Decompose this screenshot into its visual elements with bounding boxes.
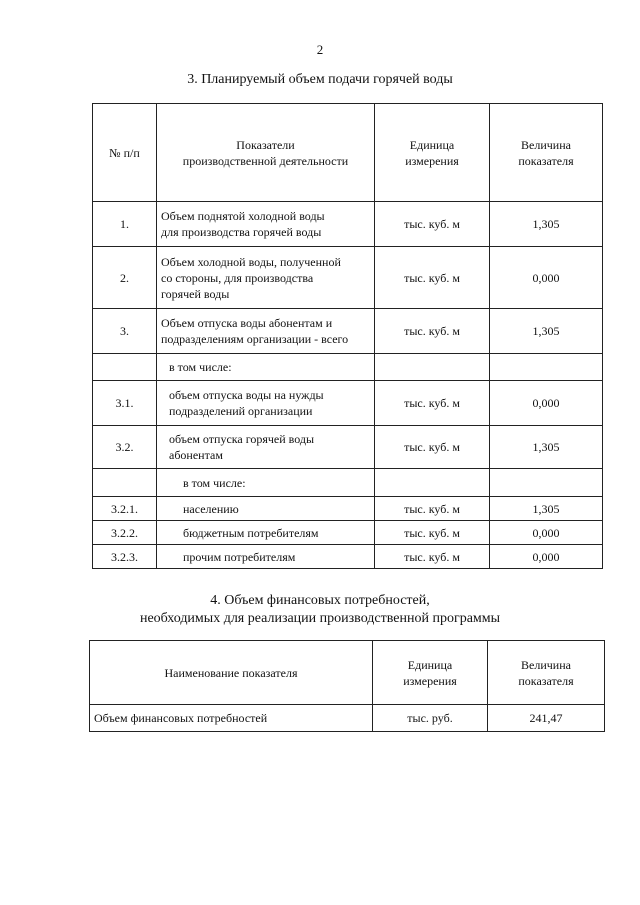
table-row <box>93 247 603 309</box>
row-num: 3.2.1. <box>93 497 157 521</box>
row-unit: тыс. руб. <box>373 705 488 732</box>
row-name-line: подразделениям организации - всего <box>161 332 349 346</box>
table-row <box>93 545 603 569</box>
row-name-line: Объем отпуска воды абонентам и <box>161 316 333 330</box>
row-num: 2. <box>93 247 157 309</box>
row-name-line: подразделений организации <box>169 404 313 418</box>
row-name: прочим потребителям <box>157 545 375 569</box>
section-3-title: 3. Планируемый объем подачи горячей воды <box>187 72 453 87</box>
table-header-row <box>93 104 603 202</box>
header-indicator-line2: производственной деятельности <box>182 153 349 168</box>
row-value <box>490 354 603 381</box>
header-name: Наименование показателя <box>90 641 373 705</box>
row-unit: тыс. куб. м <box>375 497 490 521</box>
header-value-line2: показателя <box>518 673 574 688</box>
row-unit <box>375 469 490 497</box>
table-row <box>93 521 603 545</box>
financial-needs-table <box>89 640 605 732</box>
row-name: в том числе: <box>157 354 375 381</box>
row-value: 1,305 <box>490 202 603 247</box>
row-unit: тыс. куб. м <box>375 202 490 247</box>
section-4-title-line1: 4. Объем финансовых потребностей, <box>210 593 430 608</box>
row-name <box>157 202 375 247</box>
header-value-line1: Величина <box>521 657 571 672</box>
header-unit-line2: измерения <box>405 153 459 168</box>
header-indicator <box>157 104 375 202</box>
row-value: 1,305 <box>490 309 603 354</box>
row-name <box>157 247 375 309</box>
table-row <box>93 469 603 497</box>
header-value <box>488 641 605 705</box>
row-value: 241,47 <box>488 705 605 732</box>
header-value <box>490 104 603 202</box>
row-name <box>157 309 375 354</box>
table-row <box>93 381 603 426</box>
row-unit: тыс. куб. м <box>375 545 490 569</box>
row-value: 0,000 <box>490 545 603 569</box>
table-header-row <box>90 641 605 705</box>
header-unit-line1: Единица <box>407 657 453 672</box>
row-name-line: Объем холодной воды, полученной <box>161 254 341 269</box>
row-unit: тыс. куб. м <box>375 381 490 426</box>
page-number: 2 <box>316 42 324 57</box>
row-name <box>157 426 375 469</box>
table-row <box>93 202 603 247</box>
section-4-title-line2: необходимых для реализации производственной программы <box>139 611 501 626</box>
header-unit <box>373 641 488 705</box>
row-num: 3.1. <box>93 381 157 426</box>
row-num <box>93 354 157 381</box>
row-name-line: горячей воды <box>161 286 230 301</box>
water-supply-table <box>92 103 603 569</box>
row-name-line: со стороны, для производства <box>161 270 314 285</box>
table-row <box>93 426 603 469</box>
header-num: № п/п <box>93 104 157 202</box>
row-value: 0,000 <box>490 247 603 309</box>
row-unit <box>375 354 490 381</box>
row-unit: тыс. куб. м <box>375 247 490 309</box>
row-unit: тыс. куб. м <box>375 309 490 354</box>
header-unit-line2: измерения <box>403 673 457 688</box>
row-value <box>490 469 603 497</box>
row-num: 3.2.3. <box>93 545 157 569</box>
header-value-line1: Величина <box>521 137 571 152</box>
table-row <box>90 705 605 732</box>
row-name-line: Объем поднятой холодной воды <box>161 209 325 223</box>
row-name-line: абонентам <box>169 448 223 462</box>
row-name <box>157 381 375 426</box>
row-name: в том числе: <box>157 469 375 497</box>
row-unit: тыс. куб. м <box>375 521 490 545</box>
row-name: Объем финансовых потребностей <box>90 705 373 732</box>
row-value: 0,000 <box>490 521 603 545</box>
row-num <box>93 469 157 497</box>
row-name-line: объем отпуска воды на нужды <box>169 388 324 402</box>
row-unit: тыс. куб. м <box>375 426 490 469</box>
row-name: бюджетным потребителям <box>157 521 375 545</box>
table-row <box>93 354 603 381</box>
row-name-line: для производства горячей воды <box>161 225 322 239</box>
row-num: 3.2. <box>93 426 157 469</box>
row-value: 1,305 <box>490 497 603 521</box>
row-num: 3.2.2. <box>93 521 157 545</box>
header-value-line2: показателя <box>518 153 574 168</box>
row-value: 1,305 <box>490 426 603 469</box>
header-indicator-line1: Показатели <box>236 137 295 152</box>
row-name: населению <box>157 497 375 521</box>
row-value: 0,000 <box>490 381 603 426</box>
header-unit-line1: Единица <box>409 137 455 152</box>
row-num: 3. <box>93 309 157 354</box>
header-unit <box>375 104 490 202</box>
section-4-title <box>0 592 640 628</box>
row-num: 1. <box>93 202 157 247</box>
table-row <box>93 497 603 521</box>
row-name-line: объем отпуска горячей воды <box>169 432 315 446</box>
table-row <box>93 309 603 354</box>
